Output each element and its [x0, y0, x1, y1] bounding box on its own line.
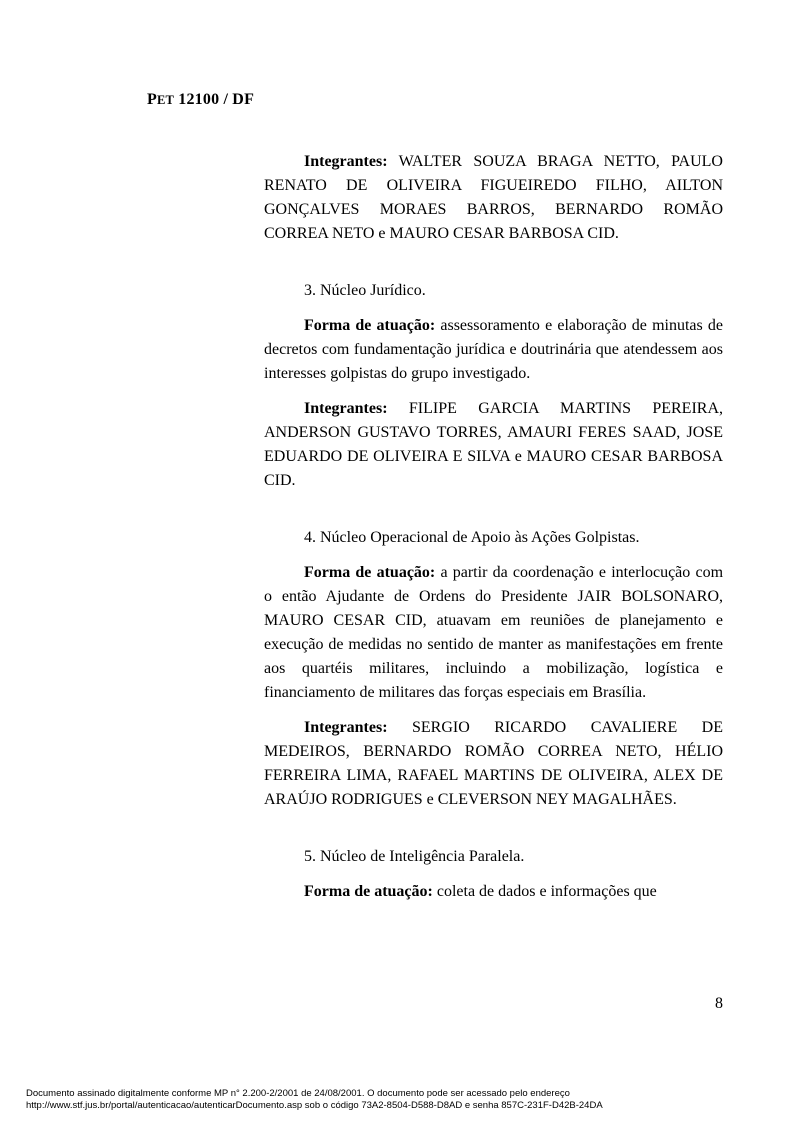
footer-line-1: Documento assinado digitalmente conforme MP n° 2.200-2/2001 de 24/08/2001. O documento pode ser acessado pelo endereço: [26, 1088, 570, 1099]
page-header: [147, 91, 254, 109]
section-5-title: 5. Núcleo de Inteligência Paralela.: [304, 848, 525, 865]
footer-line-2[interactable]: http://www.stf.jus.br/portal/autenticacao/autenticarDocumento.asp sob o código 73A2-8504-D588-D8AD e senha 857C-231F-D42B-24DA: [26, 1100, 603, 1111]
document-body: [264, 150, 723, 904]
header-title: 12100 / DF: [178, 91, 255, 108]
page-number: 8: [715, 995, 723, 1012]
signature-footer: [26, 1088, 786, 1112]
section-4-forma: Forma de atuação: a partir da coordenação e interlocução com o então Ajudante de Ordens do Presidente JAIR BOLSONARO, MAURO CESAR CID, atuavam em reuniões de planejamento e execução de medidas no sentido de manter as manifestações em frente aos quartéis militares, incluindo a mobilização, logística e financiamento de militares das forças especiais em Brasília.: [264, 564, 724, 701]
section-4-title: 4. Núcleo Operacional de Apoio às Ações Golpistas.: [304, 529, 640, 546]
section-5-forma: Forma de atuação: coleta de dados e informações que: [304, 883, 657, 900]
section-2-integrantes: Integrantes: WALTER SOUZA BRAGA NETTO, PAULO RENATO DE OLIVEIRA FIGUEIREDO FILHO, AILTON GONÇALVES MORAES BARROS, BERNARDO ROMÃO CORREA NETO e MAURO CESAR BARBOSA CID.: [264, 153, 723, 242]
section-3-integrantes: Integrantes: FILIPE GARCIA MARTINS PEREIRA, ANDERSON GUSTAVO TORRES, AMAURI FERES SAAD, JOSE EDUARDO DE OLIVEIRA E SILVA e MAURO CESAR BARBOSA CID.: [264, 400, 724, 489]
section-3-title: 3. Núcleo Jurídico.: [304, 282, 426, 299]
header-prefix: PET: [147, 91, 175, 108]
section-4-integrantes: Integrantes: SERGIO RICARDO CAVALIERE DE MEDEIROS, BERNARDO ROMÃO CORREA NETO, HÉLIO FERREIRA LIMA, RAFAEL MARTINS DE OLIVEIRA, ALEX DE ARAÚJO RODRIGUES e CLEVERSON NEY MAGALHÃES.: [264, 719, 723, 808]
section-3-forma: Forma de atuação: assessoramento e elaboração de minutas de decretos com fundamentação jurídica e doutrinária que atendessem aos interesses golpistas do grupo investigado.: [264, 317, 724, 382]
